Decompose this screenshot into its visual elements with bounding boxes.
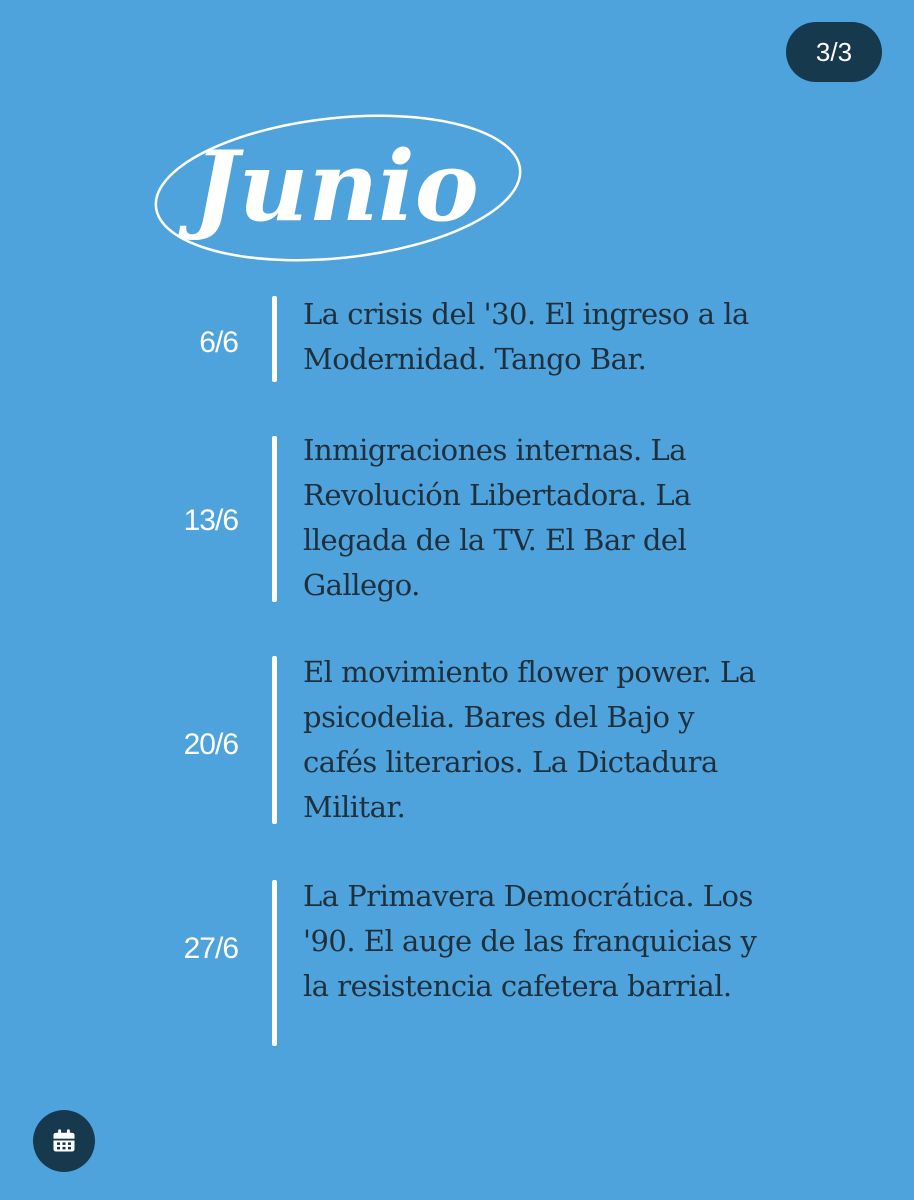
entry-description: Inmigraciones internas. La Revolución Libertadora. La llegada de la TV. El Bar del Gallego. xyxy=(303,433,691,602)
entry-description: La crisis del '30. El ingreso a la Modernidad. Tango Bar. xyxy=(303,297,749,376)
entry-date: 13/6 xyxy=(183,504,238,537)
calendar-icon xyxy=(50,1127,78,1155)
page-counter-badge: 3/3 xyxy=(786,22,882,82)
entry-divider xyxy=(272,656,277,824)
entry-description: El movimiento flower power. La psicodelia. Bares del Bajo y cafés literarios. La Dictadura Militar. xyxy=(303,655,756,824)
entry-date: 6/6 xyxy=(199,326,238,359)
entry-date: 27/6 xyxy=(183,932,238,965)
entry-divider xyxy=(272,296,277,382)
calendar-button[interactable] xyxy=(33,1110,95,1172)
entry-divider xyxy=(272,436,277,602)
month-title-text: Junio xyxy=(193,130,479,243)
entry-description: La Primavera Democrática. Los '90. El auge de las franquicias y la resistencia cafetera barrial. xyxy=(303,879,757,1003)
entry-date: 20/6 xyxy=(183,728,238,761)
entry-divider xyxy=(272,880,277,1046)
